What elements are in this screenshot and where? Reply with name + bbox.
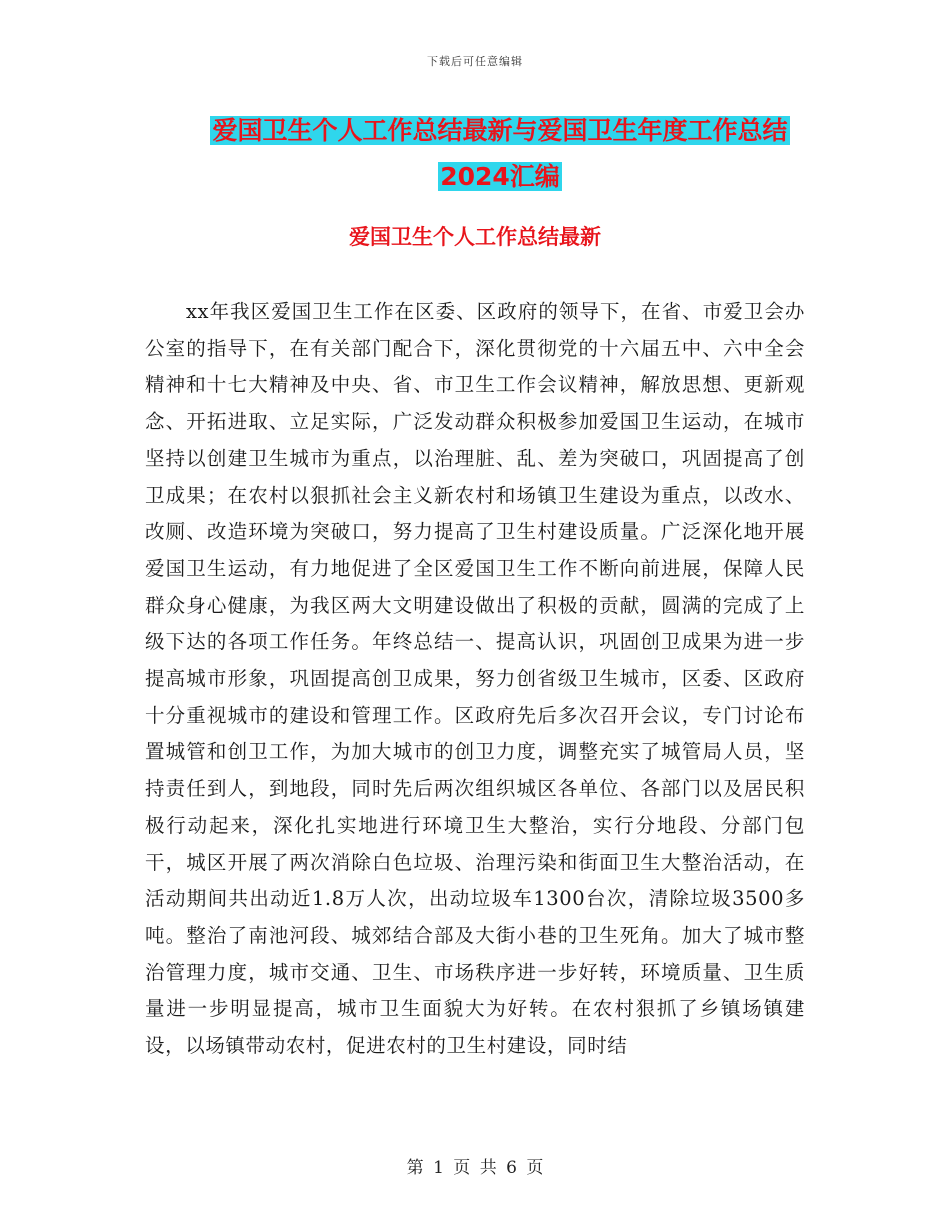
document-title <box>140 108 860 200</box>
body-paragraph: xx年我区爱国卫生工作在区委、区政府的领导下，在省、市爱卫会办公室的指导下，在有关部门配合下，深化贯彻党的十六届五中、六中全会精神和十七大精神及中央、省、市卫生工作会议精神，解放思想、更新观念、开拓进取、立足实际，广泛发动群众积极参加爱国卫生运动，在城市坚持以创建卫生城市为重点，以治理脏、乱、差为突破口，巩固提高了创卫成果；在农村以狠抓社会主义新农村和场镇卫生建设为重点，以改水、改厕、改造环境为突破口，努力提高了卫生村建设质量。广泛深化地开展爱国卫生运动，有力地促进了全区爱国卫生工作不断向前进展，保障人民群众身心健康，为我区两大文明建设做出了积极的贡献，圆满的完成了上级下达的各项工作任务。年终总结一、提高认识，巩固创卫成果为进一步提高城市形象，巩固提高创卫成果，努力创省级卫生城市，区委、区政府十分重视城市的建设和管理工作。区政府先后多次召开会议，专门讨论布置城管和创卫工作，为加大城市的创卫力度，调整充实了城管局人员，坚持责任到人，到地段，同时先后两次组织城区各单位、各部门以及居民积极行动起来，深化扎实地进行环境卫生大整治，实行分地段、分部门包干，城区开展了两次消除白色垃圾、治理污染和街面卫生大整治活动，在活动期间共出动近1.8万人次，出动垃圾车1300台次，清除垃圾3500多吨。整治了南池河段、城郊结合部及大街小巷的卫生死角。加大了城市整治管理力度，城市交通、卫生、市场秩序进一步好转，环境质量、卫生质量进一步明显提高，城市卫生面貌大为好转。在农村狠抓了乡镇场镇建设，以场镇带动农村，促进农村的卫生村建设，同时结 <box>145 300 805 1058</box>
document-title-line1: 爱国卫生个人工作总结最新与爱国卫生年度工作总结 <box>212 116 788 145</box>
section-title: 爱国卫生个人工作总结最新 <box>349 225 601 249</box>
page-footer: 第 1 页 共 6 页 <box>406 1158 544 1178</box>
header-note: 下载后可任意编辑 <box>427 55 523 68</box>
document-title-line2: 2024汇编 <box>440 162 560 191</box>
